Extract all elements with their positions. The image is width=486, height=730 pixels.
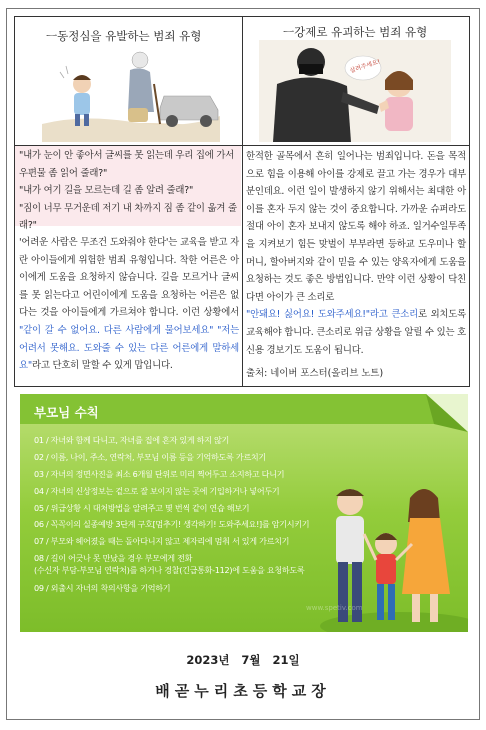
rule-item: 06 / 꼭꼭이의 실종예방 3단계 구호[멈추기! 생각하기! 도와주세요!]를 암기시키기 [34,519,310,530]
table-divider-vertical [242,16,243,387]
rule-item [34,550,344,580]
right-caption: ㅡ강제로 유괴하는 범죄 유형 [283,25,428,39]
rule-item: 02 / 이름, 나이, 주소, 연락처, 부모님 이름 등을 기억하도록 가르치기 [34,451,266,462]
abduction-description [246,148,466,359]
sympathy-example-phrase: "같이 갈 수 없어요. 다른 사람에게 물어보세요" "저는 어려서 못해요. 도와줄 수 있는 다른 어른에게 말하세요" [19,324,239,372]
rule-item: 09 / 외출시 자녀의 착의사항을 기억하기 [34,583,171,594]
rule-item-main: 08 / 길이 어긋나 못 만났을 경우 부모에게 전화 [34,553,193,564]
rules-title: 부모님 수칙 [34,405,99,420]
source-credit: 출처: 네이버 포스터(올리브 노트) [246,368,384,379]
quote-item: "짐이 너무 무거운데 저기 내 차까지 짐 좀 같이 옮겨 줄래?" [19,202,237,232]
school-signature: 배곧누리초등학교장 [155,682,331,700]
left-caption: ㅡ동정심을 유발하는 범죄 유형 [46,29,202,43]
rules-list [34,432,344,597]
help-sign: 살려주세요! [348,58,382,75]
sympathy-description [19,234,239,375]
rule-item: 01 / 자녀와 함께 다니고, 자녀를 집에 혼자 있게 하지 않기 [34,435,230,445]
quote-list [19,147,239,235]
quote-item: "내가 여기 길을 모르는데 길 좀 알려 줄래?" [19,185,194,197]
rule-item-sub: (수신자 부담-부모님 연락처)를 하거나 경찰(긴급통화-112)에 도움을 요청하도록 [34,565,305,576]
sympathy-text: '어려운 사람은 무조건 도와줘야 한다'는 교육을 받고 자란 아이들에게 위험한 범죄 유형입니다. 착한 어른은 아이에게 도움을 요청하지 않습니다. 길을 모르거나 글씨를 못 읽는다고 어린이에게 도움을 요청하는 어른은 없다는 것을 아이들에게 가르쳐야 합니다. 이런 상황에서 [19,237,239,319]
issue-date: 2023년 7월 21일 [186,653,300,667]
panel-watermark: www.spetiv.com [306,604,363,612]
parent-rules-panel [20,394,468,632]
abduction-example-phrase: "안돼요! 싫어요! 도와주세요!"라고 큰소리 [246,309,418,321]
rule-item: 05 / 위급상황 시 대처방법을 알려주고 몇 번씩 같이 연습 해보기 [34,502,250,513]
rule-item: 07 / 부모와 헤어졌을 때는 돌아다니지 않고 제자리에 멈춰 서 있게 가르치기 [34,536,290,547]
sympathy-text-end: 라고 단호히 말할 수 있게 맙입니다. [31,360,173,372]
abduction-illustration [259,40,451,142]
sympathy-illustration [42,44,220,142]
quote-item: "내가 눈이 안 좋아서 글씨를 못 읽는데 우리 집에 가서 우편물 좀 읽어 줄래?" [19,150,235,179]
rule-item: 04 / 자녀의 신상정보는 겉으로 잘 보이지 않는 곳에 기입하거나 넣어두기 [34,485,280,496]
rule-item: 03 / 자녀의 정면사진을 최소 6개월 단위로 미리 찍어두고 소지하고 다니기 [34,468,285,479]
abduction-text-end: 로 외치도록 교육해야 합니다. 큰소리로 위급 상황을 알릴 수 있는 호신용 경보기도 도움이 됩니다. [246,309,466,356]
abduction-text: 한적한 골목에서 흔히 일어나는 범죄입니다. 돈을 목적으로 힘을 이용해 아이를 강제로 끌고 가는 경우가 대부분인데요. 이런 일이 발생하지 않기 위해서는 최대한 아이를 혼자 두지 않는 것이 중요합니다. 가까운 슈퍼라도 절대 아이 혼자 보내지 않도록 해야 하죠. 일거수일투족을 지켜보기 힘든 맞벌이 부부라면 등하교 도우미나 할머니, 할아버지와 같이 믿을 수 있는 양육자에게 도움을 요청하는 것도 좋은 방법입니다. 만약 이런 상황이 닥친다면 아이가 큰 소리로 [246,151,466,303]
